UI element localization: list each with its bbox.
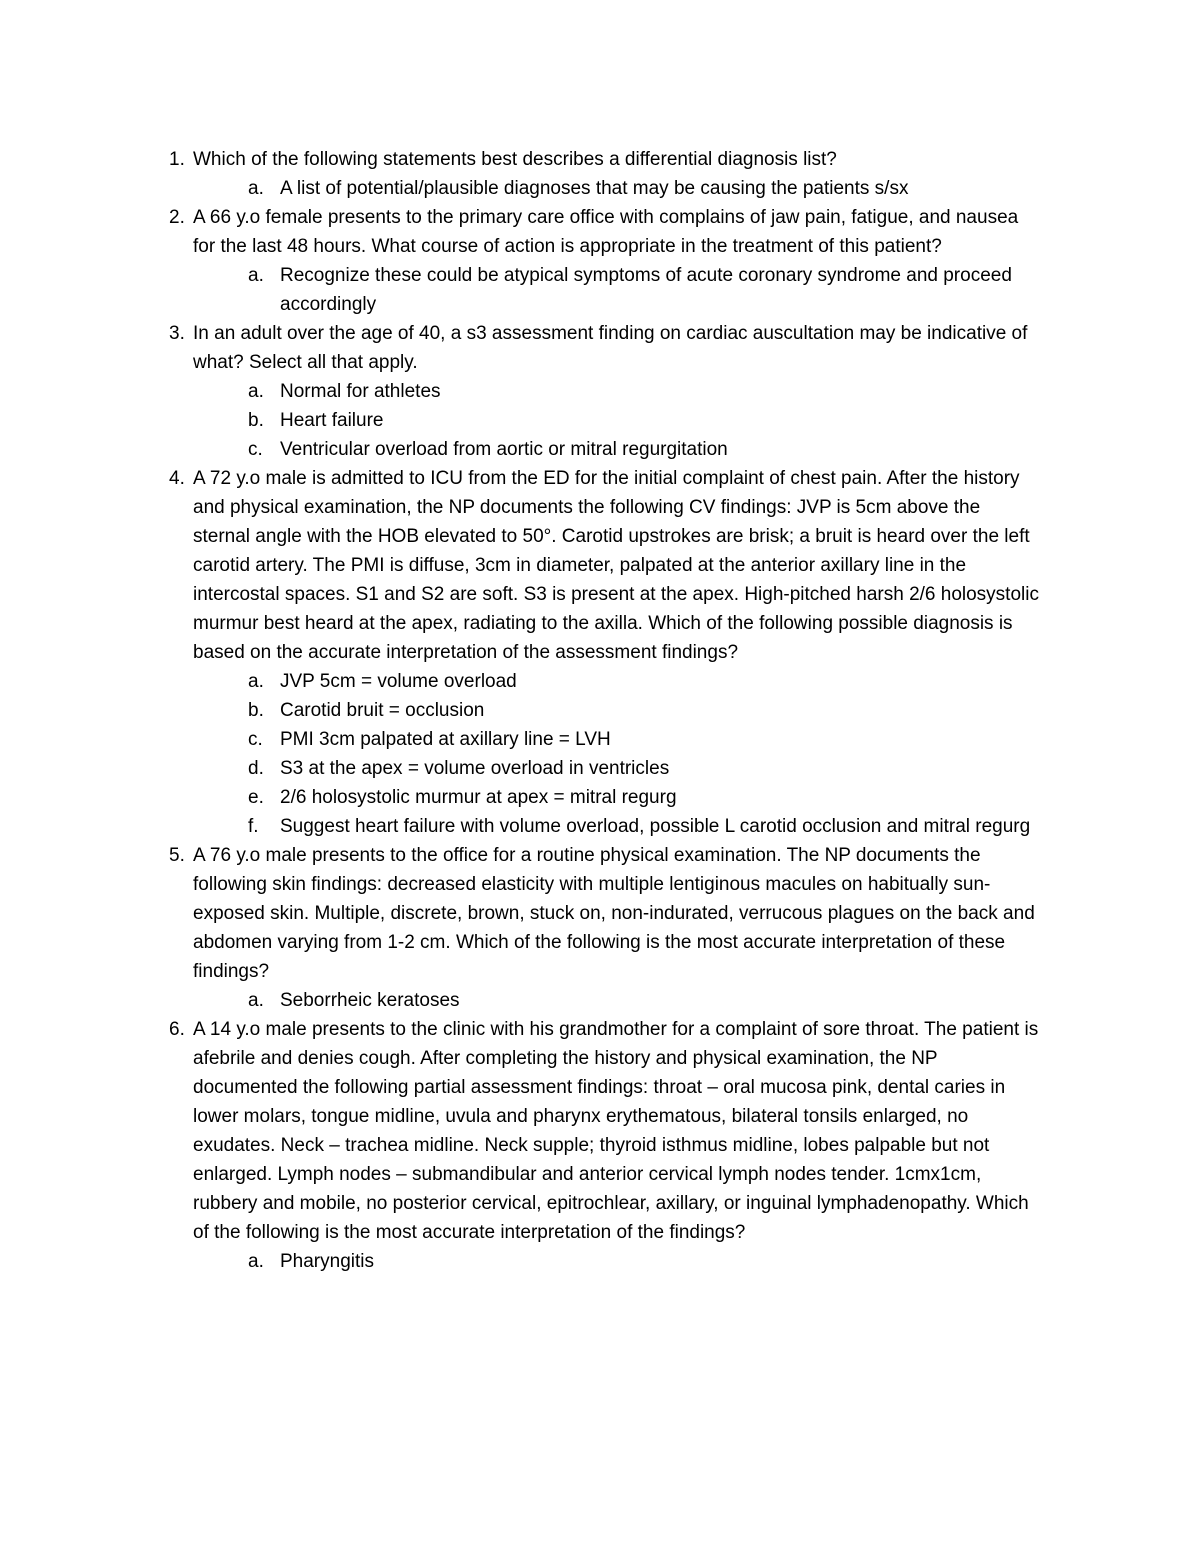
question-text: Which of the following statements best describes a differential diagnosis list? [193,149,837,170]
answer-option [193,986,1039,1015]
answer-option [193,406,1039,435]
answer-option [193,812,1039,841]
answer-option [193,377,1039,406]
option-text: Suggest heart failure with volume overload, possible L carotid occlusion and mitral regurg [280,816,1031,837]
option-letter: a. [248,178,264,199]
question-body [193,464,1039,841]
answer-option [193,261,1039,319]
option-text: Normal for athletes [280,381,441,402]
question-text: A 14 y.o male presents to the clinic with his grandmother for a complaint of sore throat. The patient is afebrile and denies cough. After completing the history and physical examination, the NP documented the following partial assessment findings: throat – oral mucosa pink, dental caries in lower molars, tongue midline, uvula and pharynx erythematous, bilateral tonsils enlarged, no exudates. Neck – trachea midline. Neck supple; thyroid isthmus midline, lobes palpable but not enlarged. Lymph nodes – submandibular and anterior cervical lymph nodes tender. 1cmx1cm, rubbery and mobile, no posterior cervical, epitrochlear, axillary, or inguinal lymphadenopathy. Which of the following is the most accurate interpretation of the findings? [193,1019,1039,1243]
question-body [193,145,1039,203]
question-item [169,1015,1039,1276]
question-item [169,145,1039,203]
option-letter: c. [248,439,263,460]
option-text: 2/6 holosystolic murmur at apex = mitral regurg [280,787,677,808]
question-text: A 76 y.o male presents to the office for a routine physical examination. The NP documents the following skin findings: decreased elasticity with multiple lentiginous macules on habitually sun-exposed skin. Multiple, discrete, brown, stuck on, non-indurated, verrucous plagues on the back and abdomen varying from 1-2 cm. Which of the following is the most accurate interpretation of these findings? [193,845,1035,982]
option-text: S3 at the apex = volume overload in ventricles [280,758,670,779]
answer-option [193,435,1039,464]
option-letter: f. [248,816,259,837]
option-letter: a. [248,265,264,286]
question-body [193,319,1039,464]
question-body [193,1015,1039,1276]
question-number: 6. [169,1019,185,1040]
question-item [169,841,1039,1015]
option-text: Carotid bruit = occlusion [280,700,485,721]
question-number: 3. [169,323,185,344]
option-letter: b. [248,410,264,431]
option-text: JVP 5cm = volume overload [280,671,517,692]
question-number: 1. [169,149,185,170]
answer-option [193,696,1039,725]
option-letter: a. [248,990,264,1011]
question-body [193,841,1039,1015]
question-text: In an adult over the age of 40, a s3 assessment finding on cardiac auscultation may be indicative of what? Select all that apply. [193,323,1028,373]
question-number: 2. [169,207,185,228]
option-letter: a. [248,1251,264,1272]
answer-option [193,783,1039,812]
option-text: Heart failure [280,410,384,431]
option-letter: e. [248,787,264,808]
option-text: Pharyngitis [280,1251,374,1272]
question-number: 5. [169,845,185,866]
answer-option [193,725,1039,754]
option-letter: a. [248,671,264,692]
question-text: A 72 y.o male is admitted to ICU from the ED for the initial complaint of chest pain. After the history and physical examination, the NP documents the following CV findings: JVP is 5cm above the sternal angle with the HOB elevated to 50°. Carotid upstrokes are brisk; a bruit is heard over the left carotid artery. The PMI is diffuse, 3cm in diameter, palpated at the anterior axillary line in the intercostal spaces. S1 and S2 are soft. S3 is present at the apex. High-pitched harsh 2/6 holosystolic murmur best heard at the apex, radiating to the axilla. Which of the following possible diagnosis is based on the accurate interpretation of the assessment findings? [193,468,1039,663]
option-text: Seborrheic keratoses [280,990,460,1011]
option-letter: d. [248,758,264,779]
option-letter: a. [248,381,264,402]
question-list [169,145,1039,1276]
option-text: A list of potential/plausible diagnoses that may be causing the patients s/sx [280,178,909,199]
option-text: PMI 3cm palpated at axillary line = LVH [280,729,611,750]
option-letter: b. [248,700,264,721]
answer-option [193,174,1039,203]
question-body [193,203,1039,319]
answer-option [193,667,1039,696]
answer-option [193,754,1039,783]
question-item [169,464,1039,841]
question-number: 4. [169,468,185,489]
question-item [169,319,1039,464]
answer-option [193,1247,1039,1276]
option-text: Ventricular overload from aortic or mitral regurgitation [280,439,728,460]
question-item [169,203,1039,319]
option-text: Recognize these could be atypical symptoms of acute coronary syndrome and proceed accordingly [280,265,1012,315]
question-text: A 66 y.o female presents to the primary care office with complains of jaw pain, fatigue, and nausea for the last 48 hours. What course of action is appropriate in the treatment of this patient? [193,207,1019,257]
option-letter: c. [248,729,263,750]
